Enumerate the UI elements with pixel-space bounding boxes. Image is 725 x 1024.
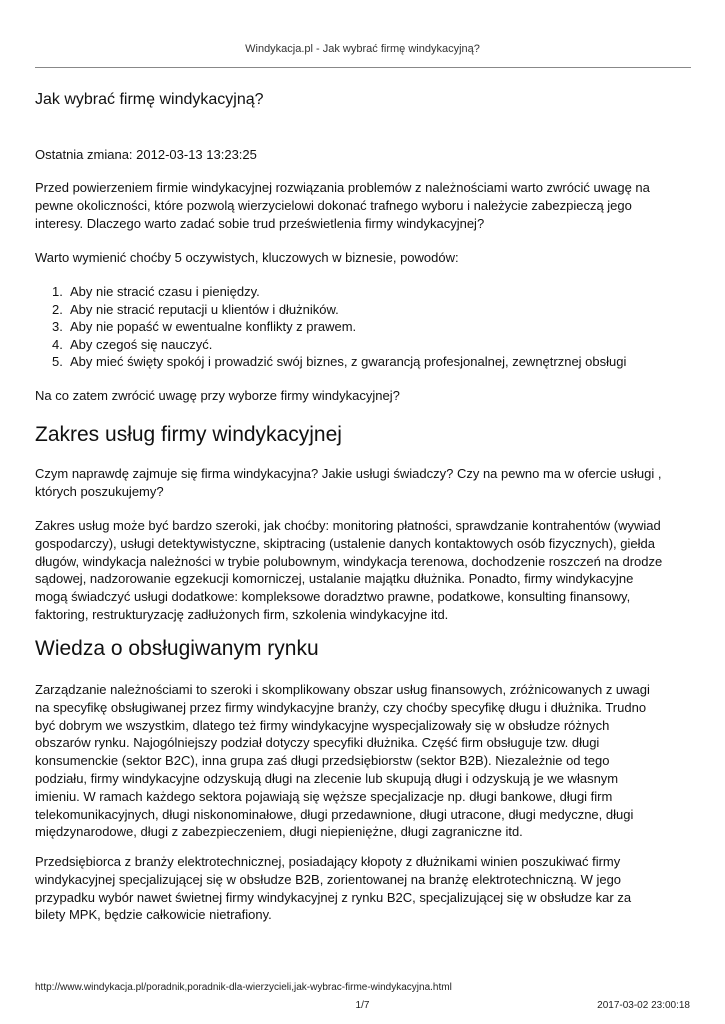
services-paragraph-2 bbox=[35, 517, 662, 624]
text-line: interesy. Dlaczego warto zadać sobie trud prześwietlenia firmy windykacyjnej? bbox=[35, 215, 485, 231]
list-number: 2. bbox=[52, 301, 63, 317]
list-number: 3. bbox=[52, 319, 63, 334]
list-text: Aby mieć święty spokój i prowadzić swój biznes, z gwarancją profesjonalnej, zewnętrznej obsługi bbox=[70, 354, 627, 369]
market-paragraph-2 bbox=[35, 853, 631, 924]
list-item bbox=[35, 318, 626, 336]
list-text: Aby czegoś się nauczyć. bbox=[70, 336, 213, 352]
question-paragraph bbox=[35, 387, 400, 405]
text-line: faktoring, restrukturyzację zadłużonych firm, szkolenia windykacyjne itd. bbox=[35, 606, 449, 622]
list-item bbox=[35, 353, 626, 371]
list-number: 4. bbox=[52, 336, 63, 352]
text-line: podziału, firmy windykacyjne odzyskują długi na zlecenie lub skupują długi i odzyskują je we własnym bbox=[35, 770, 619, 786]
text-line: których poszukujemy? bbox=[35, 483, 164, 499]
text-line: Na co zatem zwrócić uwagę przy wyborze firmy windykacyjnej? bbox=[35, 388, 400, 403]
market-paragraph-1 bbox=[35, 681, 650, 841]
text-line: sądowej, nadzorowanie egzekucji komorniczej, ustalanie majątku dłużnika. Ponadto, firmy windykacyjne bbox=[35, 571, 634, 587]
reasons-list bbox=[35, 283, 626, 371]
text-line: Przed powierzeniem firmie windykacyjnej rozwiązania problemów z należnościami warto zwrócić uwagę na bbox=[35, 180, 650, 195]
text-line: przypadku wybór nawet świetnej firmy windykacyjnej z rynku B2C, specjalizującej się w obsłudze kar za bbox=[35, 889, 632, 905]
header-divider bbox=[35, 67, 691, 68]
text-line: telekomunikacyjnych, długi niskonominałowe, długi przedawnione, długi utracone, długi medyczne, długi bbox=[35, 806, 634, 822]
text-line: Przedsiębiorca z branży elektrotechnicznej, posiadający kłopoty z dłużnikami winien poszukiwać firmy bbox=[35, 854, 621, 869]
list-item bbox=[35, 336, 626, 354]
text-line: windykacyjnej specjalizującej się w obsłudze B2B, zorientowanej na branżę elektrotechniczną. W jego bbox=[35, 871, 622, 887]
page-header-title: Windykacja.pl - Jak wybrać firmę windykacyjną? bbox=[245, 43, 480, 55]
article-title: Jak wybrać firmę windykacyjną? bbox=[35, 91, 264, 108]
list-item bbox=[35, 301, 626, 319]
text-line: obszarów rynku. Najogólniejszy podział dotyczy specyfiki dłużnika. Część firm obsługuje tzw. długi bbox=[35, 735, 600, 751]
intro-paragraph bbox=[35, 179, 650, 232]
text-line: Zarządzanie należnościami to szeroki i skomplikowany obszar usług finansowych, zróżnicowanych z uwagi bbox=[35, 682, 650, 697]
section-heading-services: Zakres usług firmy windykacyjnej bbox=[35, 423, 342, 446]
text-line: na specyfikę obsługiwanej przez firmy windykacyjne branży, czy choćby specyfikę długu i dłużnika. Trudno bbox=[35, 699, 647, 715]
list-text: Aby nie popaść w ewentualne konflikty z prawem. bbox=[70, 319, 357, 334]
list-item bbox=[35, 283, 626, 301]
text-line: być dobrym we wszystkim, dlatego też firmy windykacyjne wyspecjalizowały się w obsłudze różnych bbox=[35, 717, 610, 733]
section-heading-market: Wiedza o obsługiwanym rynku bbox=[35, 637, 319, 660]
text-line: imieniu. W ramach każdego sektora pojawiają się węższe specjalizacje np. długi bankowe, długi firm bbox=[35, 788, 613, 804]
text-line: konsumenckie (sektor B2C), inna grupa zaś długi przedsiębiorstw (sektor B2B). Niezależnie od tego bbox=[35, 753, 610, 769]
last-modified: Ostatnia zmiana: 2012-03-13 13:23:25 bbox=[35, 147, 257, 162]
text-line: pewne okoliczności, które pozwolą wierzycielowi dokonać trafnego wyboru i należycie zabezpieczą jego bbox=[35, 197, 632, 213]
text-line: mogą świadczyć usługi dodatkowe: kompleksowe doradztwo prawne, podatkowe, konsulting finansowy, bbox=[35, 589, 631, 605]
text-line: międzynarodowe, długi z zabezpieczeniem, długi niepieniężne, długi zagraniczne itd. bbox=[35, 824, 523, 840]
footer-date: 2017-03-02 23:00:18 bbox=[597, 1000, 690, 1011]
text-line: bilety MPK, będzie całkowicie nietrafiony. bbox=[35, 907, 272, 923]
text-line: Warto wymienić choćby 5 oczywistych, kluczowych w biznesie, powodów: bbox=[35, 250, 459, 265]
text-line: Czym naprawdę zajmuje się firma windykacyjna? Jakie usługi świadczy? Czy na pewno ma w ofercie usługi , bbox=[35, 466, 662, 481]
text-line: Zakres usług może być bardzo szeroki, jak choćby: monitoring płatności, sprawdzanie kontrahentów (wywiad bbox=[35, 518, 661, 533]
page-number: 1/7 bbox=[355, 1000, 370, 1011]
text-line: długów, windykacja należności w trybie polubownym, windykacja terenowa, dochodzenie roszczeń na drodze bbox=[35, 553, 663, 569]
list-text: Aby nie stracić czasu i pieniędzy. bbox=[70, 284, 260, 299]
footer-url: http://www.windykacja.pl/poradnik,poradnik-dla-wierzycieli,jak-wybrac-firme-windykacyjna.html bbox=[35, 982, 452, 993]
reasons-intro bbox=[35, 249, 459, 267]
services-paragraph-1 bbox=[35, 465, 661, 501]
list-number: 1. bbox=[52, 284, 63, 299]
text-line: gospodarczy), usługi detektywistyczne, skiptracing (ustalenie danych kontaktowych osób fizycznych), giełda bbox=[35, 535, 655, 551]
list-text: Aby nie stracić reputacji u klientów i dłużników. bbox=[70, 301, 339, 317]
list-number: 5. bbox=[52, 354, 63, 369]
